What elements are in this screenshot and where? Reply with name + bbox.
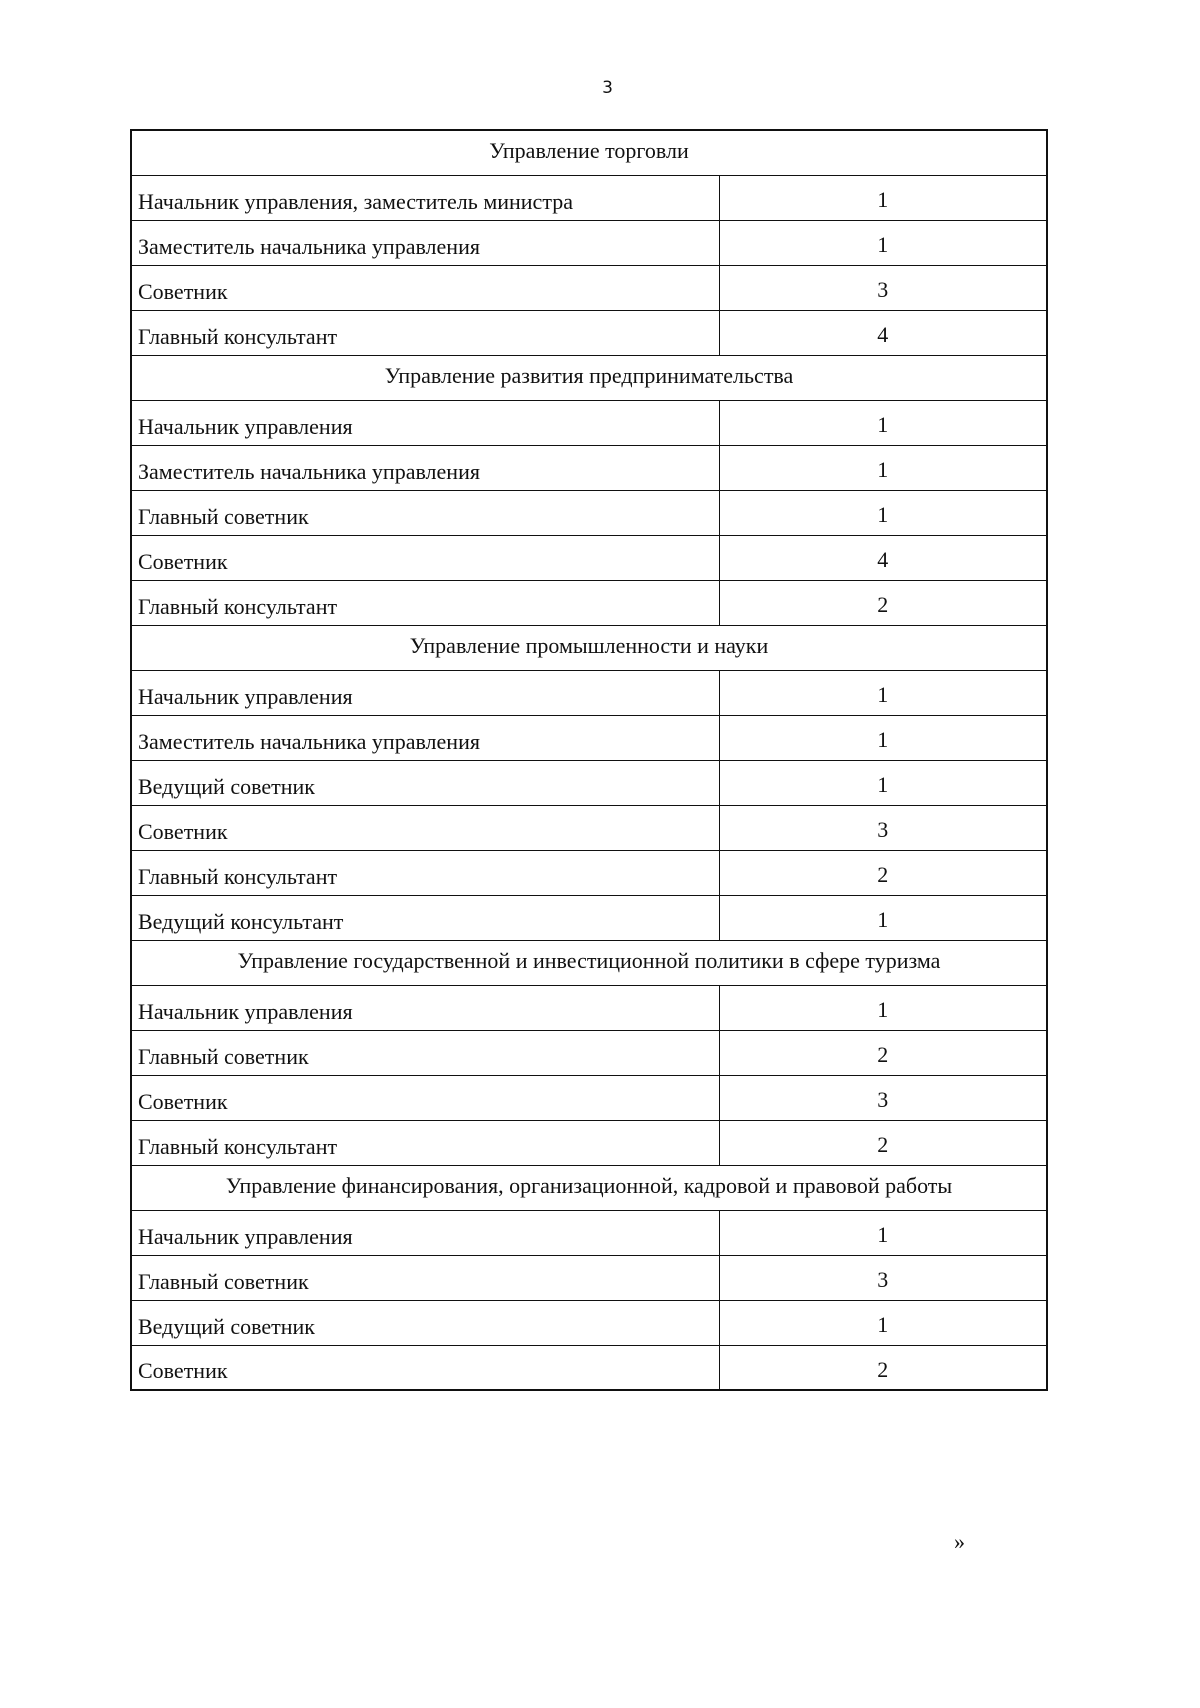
position-cell: Советник — [131, 265, 719, 310]
count-cell: 1 — [719, 760, 1047, 805]
table-row — [131, 400, 1047, 445]
position-cell: Заместитель начальника управления — [131, 445, 719, 490]
section-title: Управление государственной и инвестиционной политики в сфере туризма — [131, 940, 1047, 985]
table-row — [131, 760, 1047, 805]
position-cell: Главный консультант — [131, 310, 719, 355]
table-row — [131, 1210, 1047, 1255]
count-cell: 1 — [719, 1210, 1047, 1255]
table-row — [131, 175, 1047, 220]
position-cell: Советник — [131, 805, 719, 850]
count-cell: 1 — [719, 220, 1047, 265]
position-cell: Начальник управления — [131, 985, 719, 1030]
position-cell: Заместитель начальника управления — [131, 220, 719, 265]
staffing-table-body — [131, 130, 1047, 1390]
position-cell: Главный советник — [131, 490, 719, 535]
count-cell: 1 — [719, 490, 1047, 535]
count-cell: 2 — [719, 1030, 1047, 1075]
staffing-table — [130, 129, 1048, 1391]
table-row — [131, 670, 1047, 715]
position-cell: Начальник управления — [131, 1210, 719, 1255]
table-row — [131, 1345, 1047, 1390]
section-header-industry-science — [131, 625, 1047, 670]
section-title: Управление развития предпринимательства — [131, 355, 1047, 400]
table-row — [131, 850, 1047, 895]
count-cell: 1 — [719, 670, 1047, 715]
position-cell: Советник — [131, 1345, 719, 1390]
position-cell: Заместитель начальника управления — [131, 715, 719, 760]
count-cell: 3 — [719, 265, 1047, 310]
count-cell: 1 — [719, 985, 1047, 1030]
closing-quote-mark: » — [954, 1529, 965, 1554]
count-cell: 4 — [719, 310, 1047, 355]
position-cell: Ведущий консультант — [131, 895, 719, 940]
table-row — [131, 220, 1047, 265]
position-cell: Советник — [131, 535, 719, 580]
table-row — [131, 985, 1047, 1030]
section-header-entrepreneurship — [131, 355, 1047, 400]
section-title: Управление торговли — [131, 130, 1047, 175]
table-row — [131, 805, 1047, 850]
count-cell: 3 — [719, 1255, 1047, 1300]
count-cell: 4 — [719, 535, 1047, 580]
count-cell: 1 — [719, 715, 1047, 760]
count-cell: 3 — [719, 805, 1047, 850]
count-cell: 1 — [719, 400, 1047, 445]
count-cell: 2 — [719, 1345, 1047, 1390]
count-cell: 1 — [719, 175, 1047, 220]
table-row — [131, 490, 1047, 535]
position-cell: Советник — [131, 1075, 719, 1120]
position-cell: Главный советник — [131, 1030, 719, 1075]
table-row — [131, 265, 1047, 310]
position-cell: Начальник управления, заместитель министра — [131, 175, 719, 220]
table-row — [131, 445, 1047, 490]
table-row — [131, 1300, 1047, 1345]
count-cell: 3 — [719, 1075, 1047, 1120]
count-cell: 1 — [719, 1300, 1047, 1345]
table-row — [131, 715, 1047, 760]
table-row — [131, 1030, 1047, 1075]
table-row — [131, 1120, 1047, 1165]
table-row — [131, 310, 1047, 355]
position-cell: Главный консультант — [131, 850, 719, 895]
position-cell: Ведущий советник — [131, 760, 719, 805]
table-row — [131, 1255, 1047, 1300]
position-cell: Главный консультант — [131, 1120, 719, 1165]
count-cell: 2 — [719, 1120, 1047, 1165]
section-title: Управление финансирования, организационной, кадровой и правовой работы — [131, 1165, 1047, 1210]
position-cell: Ведущий советник — [131, 1300, 719, 1345]
position-cell: Начальник управления — [131, 670, 719, 715]
count-cell: 2 — [719, 850, 1047, 895]
table-row — [131, 1075, 1047, 1120]
count-cell: 2 — [719, 580, 1047, 625]
table-row — [131, 535, 1047, 580]
section-header-tourism-policy — [131, 940, 1047, 985]
section-title: Управление промышленности и науки — [131, 625, 1047, 670]
position-cell: Главный советник — [131, 1255, 719, 1300]
position-cell: Главный консультант — [131, 580, 719, 625]
section-header-trade — [131, 130, 1047, 175]
table-row — [131, 580, 1047, 625]
section-header-finance-hr-legal — [131, 1165, 1047, 1210]
count-cell: 1 — [719, 895, 1047, 940]
position-cell: Начальник управления — [131, 400, 719, 445]
count-cell: 1 — [719, 445, 1047, 490]
page-number: 3 — [602, 78, 613, 98]
table-row — [131, 895, 1047, 940]
